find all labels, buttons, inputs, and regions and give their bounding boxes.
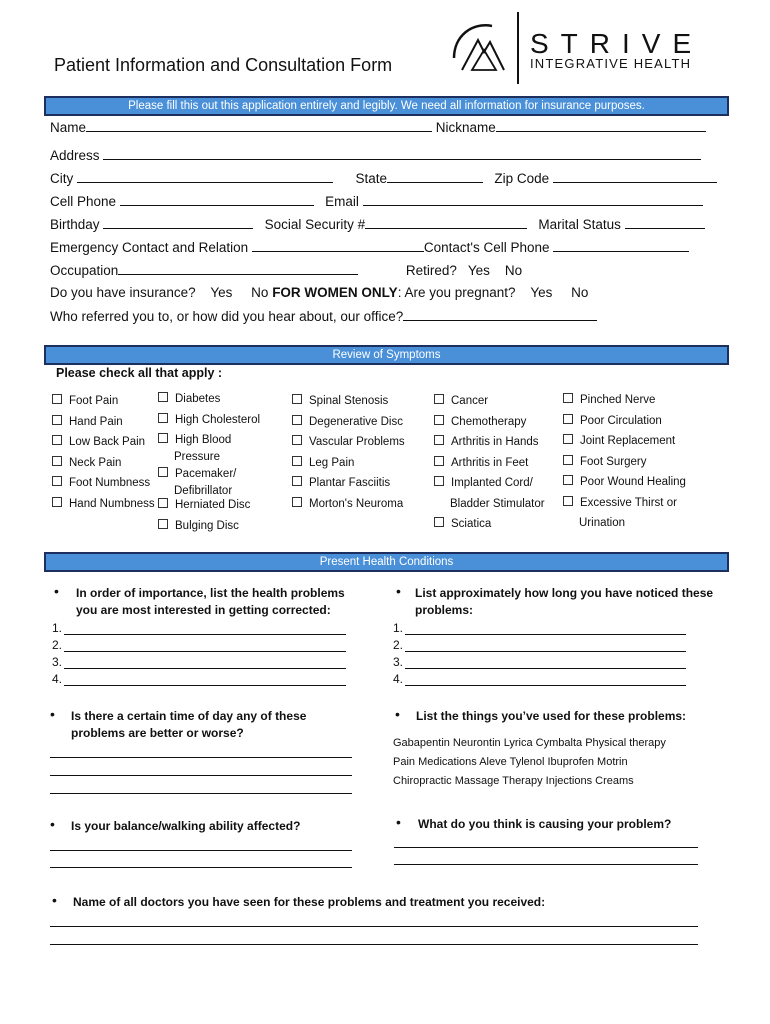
pregnant-yes[interactable]: Yes: [530, 285, 553, 300]
checkbox[interactable]: [52, 394, 62, 404]
time-of-day-field[interactable]: [50, 775, 352, 776]
cause-field[interactable]: [394, 864, 698, 865]
checkbox[interactable]: [292, 415, 302, 425]
checkbox[interactable]: [434, 476, 444, 486]
checkbox[interactable]: [52, 476, 62, 486]
symptom-label-cont: Urination: [579, 517, 626, 529]
symptom-item[interactable]: [158, 466, 260, 483]
symptom-item[interactable]: [52, 453, 155, 474]
symptom-item[interactable]: [434, 453, 545, 474]
address-row: [50, 147, 701, 163]
ssn-field[interactable]: [365, 216, 527, 229]
symptoms-col-1: [52, 391, 155, 514]
birthday-row: [50, 216, 705, 232]
marital-field[interactable]: [625, 216, 705, 229]
treatments-line-1: Gabapentin Neurontin Lyrica Cymbalta Physical therapy: [393, 737, 666, 749]
symptom-item[interactable]: [292, 494, 405, 515]
question-duration: [415, 585, 713, 619]
list-number: 4.: [393, 672, 404, 686]
checkbox[interactable]: [292, 476, 302, 486]
question-time-of-day: [71, 708, 306, 742]
balance-field[interactable]: [50, 867, 352, 868]
bullet: •: [54, 583, 59, 599]
symptoms-col-3: [292, 391, 405, 514]
symptom-item[interactable]: [563, 493, 686, 514]
birthday-field[interactable]: [103, 216, 253, 229]
symptom-label: Spinal Stenosis: [309, 395, 389, 407]
symptom-label: Diabetes: [175, 393, 221, 405]
checkbox[interactable]: [52, 435, 62, 445]
referred-field[interactable]: [403, 308, 597, 321]
list-number: 3.: [393, 655, 404, 669]
symptom-label: Joint Replacement: [580, 435, 676, 447]
retired-label: Retired?: [405, 263, 457, 278]
duration-3-field[interactable]: [405, 668, 686, 669]
logo-divider: [517, 12, 519, 84]
checkbox[interactable]: [434, 415, 444, 425]
checkbox[interactable]: [158, 392, 168, 402]
symptom-label: Arthritis in Hands: [451, 436, 539, 448]
symptom-item[interactable]: [434, 432, 545, 453]
question-text: Is there a certain time of day any of these: [71, 709, 307, 723]
symptom-item[interactable]: [563, 390, 686, 411]
symptom-label: High Blood: [175, 434, 232, 446]
question-text: you are most interested in getting corrected:: [76, 603, 331, 617]
cell-label: Cell Phone: [50, 194, 117, 209]
symptom-label: Foot Numbness: [69, 477, 151, 489]
bullet: •: [396, 583, 401, 599]
insurance-label: Do you have insurance?: [50, 285, 196, 300]
bullet: •: [52, 892, 57, 908]
symptom-label: Implanted Cord/: [451, 477, 533, 489]
list-number: 2.: [393, 638, 404, 652]
time-of-day-field[interactable]: [50, 757, 352, 758]
question-text: In order of importance, list the health problems: [76, 586, 345, 600]
city-label: City: [50, 171, 74, 186]
symptom-label: Morton's Neuroma: [309, 497, 404, 510]
occupation-label: Occupation: [50, 263, 119, 278]
symptom-label: Chemotherapy: [451, 415, 527, 428]
retired-no[interactable]: No: [504, 263, 523, 278]
symptom-item[interactable]: [434, 473, 545, 494]
referred-label: Who referred you to, or how did you hear about, our office?: [50, 309, 404, 324]
problem-4-field[interactable]: [64, 685, 346, 686]
symptom-label: Leg Pain: [309, 456, 355, 469]
insurance-no[interactable]: No: [251, 285, 269, 300]
checkbox[interactable]: [52, 415, 62, 425]
emergency-field[interactable]: [252, 239, 424, 252]
emergency-label: Emergency Contact and Relation: [50, 240, 249, 255]
symptom-label: Low Back Pain: [69, 436, 146, 448]
question-text: problems:: [415, 603, 474, 617]
symptom-label: Excessive Thirst or: [580, 496, 677, 509]
address-label: Address: [50, 148, 100, 163]
email-field[interactable]: [363, 193, 703, 206]
checkbox[interactable]: [563, 455, 573, 465]
symptom-label: Bulging Disc: [175, 520, 239, 532]
form-title: Patient Information and Consultation Form: [54, 55, 393, 75]
birthday-label: Birthday: [50, 217, 100, 232]
insurance-row: [50, 285, 588, 300]
symptom-item[interactable]: [563, 472, 686, 493]
symptom-item[interactable]: [158, 497, 260, 514]
state-field[interactable]: [387, 170, 483, 183]
symptom-label: Hand Pain: [69, 415, 123, 428]
checkbox[interactable]: [434, 517, 444, 527]
nickname-label: Nickname: [435, 120, 496, 135]
checkbox[interactable]: [434, 394, 444, 404]
checkbox[interactable]: [434, 435, 444, 445]
symptom-item[interactable]: [563, 431, 686, 452]
doctors-field[interactable]: [50, 944, 698, 945]
symptom-label: Arthritis in Feet: [451, 456, 529, 469]
name-field[interactable]: [86, 119, 432, 132]
bullet: •: [50, 816, 55, 832]
list-number: 3.: [52, 655, 63, 669]
phone-row: [50, 193, 703, 209]
treatments-line-2: Pain Medications Aleve Tylenol Ibuprofen Motrin: [393, 756, 628, 768]
symptom-label: Pinched Nerve: [580, 394, 656, 406]
symptom-item[interactable]: [158, 412, 260, 433]
checkbox[interactable]: [292, 497, 302, 507]
symptom-item[interactable]: [158, 518, 260, 535]
question-treatments-used: List the things you’ve used for these problems:: [416, 709, 687, 723]
duration-1-field[interactable]: [405, 634, 686, 635]
checkbox[interactable]: [158, 413, 168, 423]
zip-label: Zip Code: [494, 171, 550, 186]
checkbox[interactable]: [158, 467, 168, 477]
question-cause: What do you think is causing your problem?: [418, 817, 672, 831]
symptom-label: Pacemaker/: [175, 468, 237, 480]
symptom-label: Foot Surgery: [580, 455, 647, 468]
emergency-row: [50, 239, 689, 255]
symptoms-col-4: [434, 391, 545, 535]
symptom-label: Cancer: [451, 395, 489, 407]
symptom-item[interactable]: [434, 514, 545, 535]
symptom-item[interactable]: [292, 391, 405, 412]
symptom-item[interactable]: [52, 432, 155, 453]
occupation-row: [50, 262, 522, 278]
symptom-label: Sciatica: [451, 518, 492, 530]
time-of-day-field[interactable]: [50, 793, 352, 794]
checkbox[interactable]: [563, 393, 573, 403]
conditions-header: Present Health Conditions: [44, 552, 729, 572]
question-priority: [76, 585, 345, 619]
symptom-item[interactable]: [434, 391, 545, 412]
symptom-label: Plantar Fasciitis: [309, 477, 391, 489]
checkbox[interactable]: [434, 456, 444, 466]
name-label: Name: [50, 120, 87, 135]
checkbox[interactable]: [158, 433, 168, 443]
insurance-yes[interactable]: Yes: [210, 285, 233, 300]
balance-field[interactable]: [50, 850, 352, 851]
women-only-label: FOR WOMEN ONLY: [272, 285, 398, 300]
list-number: 1.: [393, 621, 404, 635]
bullet: •: [395, 706, 400, 722]
cell-field[interactable]: [120, 193, 314, 206]
checkbox[interactable]: [292, 435, 302, 445]
symptom-item[interactable]: [52, 494, 155, 515]
email-label: Email: [325, 194, 359, 209]
state-label: State: [355, 171, 388, 186]
symptom-item[interactable]: [52, 412, 155, 433]
notice-bar: Please fill this out this application entirely and legibly. We need all information for insurance purposes.: [44, 96, 729, 116]
checkbox[interactable]: [292, 394, 302, 404]
question-doctors: Name of all doctors you have seen for these problems and treatment you received:: [73, 895, 546, 909]
checkbox[interactable]: [563, 434, 573, 444]
zip-field[interactable]: [553, 170, 717, 183]
question-text: List approximately how long you have noticed these: [415, 586, 714, 600]
symptom-label: Foot Pain: [69, 395, 119, 407]
symptom-item[interactable]: [158, 432, 260, 449]
question-balance: Is your balance/walking ability affected?: [71, 819, 301, 833]
duration-4-field[interactable]: [405, 685, 686, 686]
symptom-label: Hand Numbness: [69, 497, 155, 510]
symptom-item[interactable]: [563, 452, 686, 473]
symptom-label: Poor Wound Healing: [580, 476, 686, 488]
symptom-item[interactable]: [434, 412, 545, 433]
list-number: 1.: [52, 621, 63, 635]
doctors-field[interactable]: [50, 926, 698, 927]
checkbox[interactable]: [158, 519, 168, 529]
symptom-label: Neck Pain: [69, 456, 122, 469]
occupation-field[interactable]: [118, 262, 358, 275]
checkbox[interactable]: [292, 456, 302, 466]
address-field[interactable]: [103, 147, 701, 160]
treatments-line-3: Chiropractic Massage Therapy Injections Creams: [393, 775, 634, 787]
symptoms-header: Review of Symptoms: [44, 345, 729, 365]
symptom-item[interactable]: [292, 453, 405, 474]
symptoms-col-5: [563, 390, 686, 534]
referred-row: [50, 308, 597, 324]
symptom-label-cont: Bladder Stimulator: [450, 497, 545, 510]
list-number: 2.: [52, 638, 63, 652]
brand-name: STRIVE: [530, 28, 704, 59]
bullet: •: [396, 814, 401, 830]
symptom-item[interactable]: [292, 432, 405, 453]
symptom-item[interactable]: [158, 391, 260, 412]
name-row: [50, 119, 706, 135]
checkbox[interactable]: [563, 496, 573, 506]
ssn-label: Social Security #: [264, 217, 366, 232]
question-text: problems are better or worse?: [71, 726, 244, 740]
bullet: •: [50, 706, 55, 722]
checkbox[interactable]: [52, 497, 62, 507]
pregnant-label: : Are you pregnant?: [397, 285, 516, 300]
problem-1-field[interactable]: [64, 634, 346, 635]
symptom-item[interactable]: [563, 411, 686, 432]
nickname-field[interactable]: [496, 119, 706, 132]
checkbox[interactable]: [563, 414, 573, 424]
marital-label: Marital Status: [538, 217, 621, 232]
symptom-label: Herniated Disc: [175, 499, 251, 511]
problem-2-field[interactable]: [64, 651, 346, 652]
contact-cell-label: Contact's Cell Phone: [423, 240, 550, 255]
symptoms-instruction: Please check all that apply :: [56, 366, 223, 380]
problem-3-field[interactable]: [64, 668, 346, 669]
symptom-label-cont: Pressure: [174, 451, 221, 463]
city-field[interactable]: [77, 170, 333, 183]
symptom-label: Degenerative Disc: [309, 415, 403, 428]
duration-2-field[interactable]: [405, 651, 686, 652]
symptoms-col-2: [158, 391, 260, 535]
list-number: 4.: [52, 672, 63, 686]
symptom-item[interactable]: [292, 473, 405, 494]
checkbox[interactable]: [158, 498, 168, 508]
symptom-item[interactable]: [52, 473, 155, 494]
city-row: [50, 170, 717, 186]
cause-field[interactable]: [394, 847, 698, 848]
checkbox[interactable]: [563, 475, 573, 485]
symptom-item[interactable]: [292, 412, 405, 433]
symptom-label: Vascular Problems: [309, 436, 405, 448]
symptom-label-cont: Defibrillator: [174, 485, 233, 497]
symptom-label: Poor Circulation: [580, 414, 662, 427]
symptom-item[interactable]: [52, 391, 155, 412]
strive-logo-icon: [448, 18, 510, 78]
retired-yes[interactable]: Yes: [467, 263, 490, 278]
symptom-label: High Cholesterol: [175, 413, 261, 426]
pregnant-no[interactable]: No: [571, 285, 589, 300]
contact-cell-field[interactable]: [553, 239, 689, 252]
checkbox[interactable]: [52, 456, 62, 466]
brand-subtitle: INTEGRATIVE HEALTH: [530, 56, 692, 71]
